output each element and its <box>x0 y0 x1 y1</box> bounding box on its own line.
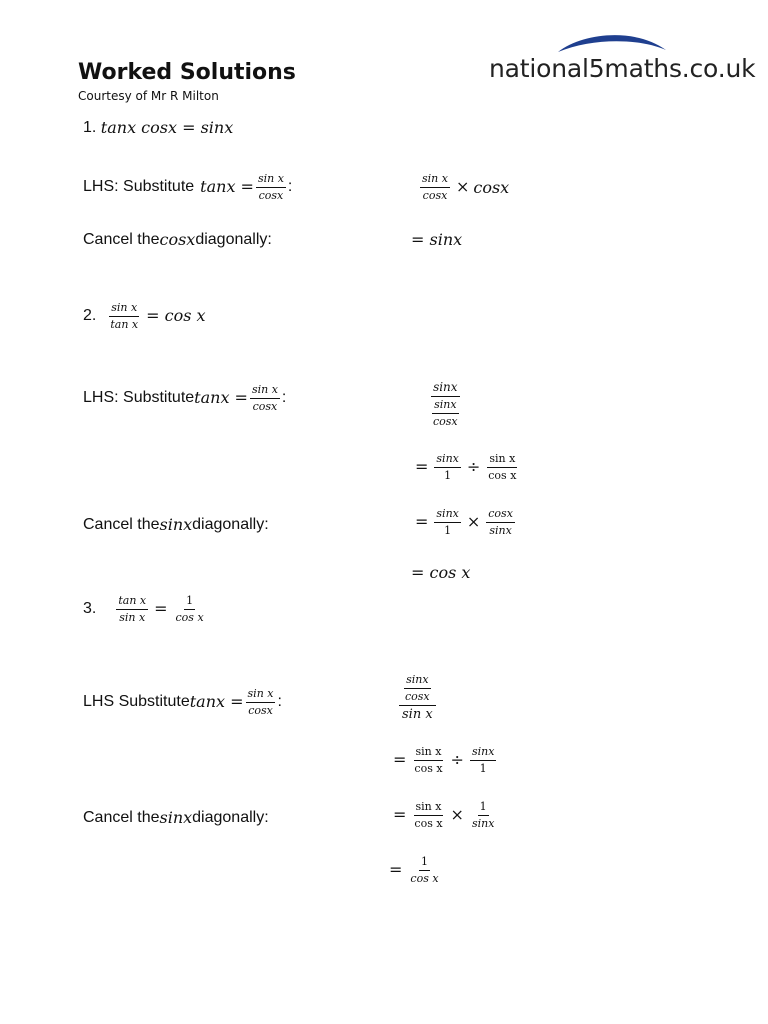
q2-compound-top: sinx <box>431 380 460 397</box>
q1-step2-label <box>83 230 272 250</box>
q3-line3-b-den: sinx <box>471 816 495 830</box>
q1-work-fraction <box>420 172 450 203</box>
q2-line3-a-num: sinx <box>434 507 460 523</box>
q2-rhs: = cos x <box>146 306 206 326</box>
q3-line2-frac-a <box>412 745 444 776</box>
q3-line3-b-num: 1 <box>478 800 489 816</box>
q3-compound-outer <box>399 673 436 723</box>
q1-step2-text-b: diagonally: <box>195 231 272 248</box>
q2-line3-equals: = <box>415 512 429 532</box>
q3-step2-var: sinx <box>159 808 193 827</box>
q3-step2-text-a: Cancel the <box>83 809 160 826</box>
q2-lhs-fraction <box>108 301 140 332</box>
q2-line3-frac-b <box>486 507 515 538</box>
q3-sub-num: sin x <box>246 687 276 703</box>
q3-lhs-fraction <box>116 594 148 625</box>
q3-compound-bottom: sin x <box>401 706 433 722</box>
q1-step2-var: cosx <box>159 230 196 249</box>
q1-colon: : <box>287 178 293 196</box>
q3-line3-a-den: cos x <box>414 816 443 830</box>
q2-lhs-num: sin x <box>109 301 139 317</box>
q3-result-fraction <box>408 855 440 886</box>
q2-colon: : <box>281 389 287 407</box>
q2-line2-frac-b <box>486 452 518 483</box>
q2-line2-a-den: 1 <box>444 468 452 482</box>
q3-compound-top <box>399 673 436 706</box>
q3-sub-den: cosx <box>248 703 273 717</box>
q2-compound-inner <box>431 398 460 429</box>
q3-compound-fraction <box>397 673 438 723</box>
q3-step1-text: LHS Substitute <box>83 693 190 711</box>
q3-lhs-den: sin x <box>119 610 146 624</box>
brand-swoosh-icon <box>556 30 668 54</box>
q2-compound-fraction <box>425 380 466 429</box>
q1-times-sign: × <box>455 177 470 197</box>
q2-line3-frac-a <box>434 507 460 538</box>
q1-work-den: cosx <box>422 188 448 202</box>
q3-result <box>385 855 443 886</box>
q3-step2-label <box>83 808 269 828</box>
q1-sub-num: sin x <box>256 172 286 188</box>
q3-rhs-den: cos x <box>175 610 204 624</box>
q2-line3-b-den: sinx <box>489 523 512 537</box>
q2-sub-num: sin x <box>250 383 280 399</box>
q2-line2-b-num: sin x <box>487 452 517 468</box>
q2-line2-frac-a <box>434 452 460 483</box>
q2-step2-label <box>83 515 269 535</box>
q3-result-num: 1 <box>419 855 430 871</box>
q3-equals: = <box>154 599 168 619</box>
page-title: Worked Solutions <box>78 60 296 85</box>
q1-number: 1. <box>83 119 97 136</box>
q1-result-value: = sinx <box>411 230 463 249</box>
q3-line2 <box>389 745 498 776</box>
q2-sub-den: cosx <box>252 399 278 413</box>
q3-result-equals: = <box>389 860 403 880</box>
q1-step1-text: LHS: Substitute <box>83 178 195 196</box>
q3-line2-a-num: sin x <box>414 745 444 761</box>
q2-step1-text: LHS: Substitute <box>83 389 195 407</box>
q2-line3 <box>411 507 517 538</box>
q3-compound-inner-den: cosx <box>405 689 430 703</box>
q2-line2 <box>411 452 520 483</box>
q1-work-cos: cosx <box>473 177 510 197</box>
q2-step1-label <box>83 383 286 414</box>
q2-sub-fraction <box>250 383 280 414</box>
brand-logo-text: national5maths.co.uk <box>489 54 756 83</box>
q1-sub-den: cosx <box>258 188 284 202</box>
q3-statement <box>83 594 208 625</box>
q1-step1-work <box>418 172 509 203</box>
q3-line3 <box>389 800 498 831</box>
q1-tan-substitution: tanx = <box>200 177 254 197</box>
q2-divide-sign: ÷ <box>466 457 481 477</box>
courtesy-line: Courtesy of Mr R Milton <box>78 89 219 103</box>
q2-compound-outer <box>427 380 464 429</box>
q3-number: 3. <box>83 600 97 618</box>
q2-compound-inner-den: cosx <box>433 414 458 428</box>
q3-step2-text-b: diagonally: <box>192 809 269 826</box>
q2-step2-text-a: Cancel the <box>83 516 160 533</box>
q2-step2-text-b: diagonally: <box>192 516 269 533</box>
q3-compound-inner <box>403 673 432 704</box>
q3-line2-frac-b <box>470 745 496 776</box>
q3-sub-fraction <box>246 687 276 718</box>
q1-statement <box>83 118 233 138</box>
q3-step1-label <box>83 687 282 718</box>
q2-tan-substitution: tanx = <box>194 388 248 408</box>
q3-rhs-fraction <box>174 594 206 625</box>
q3-result-den: cos x <box>410 871 439 885</box>
q1-step2-text-a: Cancel the <box>83 231 160 248</box>
q3-tan-substitution: tanx = <box>189 692 244 712</box>
q1-sub-fraction <box>256 172 286 203</box>
q2-times-sign: × <box>466 512 481 532</box>
q2-statement <box>83 301 206 332</box>
q1-equation: tanx cosx = sinx <box>100 118 234 137</box>
q3-line3-frac-b <box>470 800 496 831</box>
q1-step1-label <box>83 172 292 203</box>
q1-result <box>411 230 462 250</box>
q3-line3-frac-a <box>412 800 444 831</box>
q3-line2-a-den: cos x <box>414 761 443 775</box>
q2-compound-bottom <box>427 397 464 429</box>
q2-result-value: = cos x <box>411 563 471 582</box>
q2-line2-equals: = <box>415 457 429 477</box>
q3-line2-b-num: sinx <box>470 745 496 761</box>
q3-lhs-num: tan x <box>116 594 148 610</box>
q2-line2-a-num: sinx <box>434 452 460 468</box>
q2-line3-b-num: cosx <box>486 507 515 523</box>
q3-colon: : <box>277 693 282 711</box>
q3-times-sign: × <box>450 805 464 825</box>
q2-compound-inner-num: sinx <box>432 398 458 414</box>
q3-rhs-num: 1 <box>184 594 195 610</box>
q2-result <box>411 563 470 583</box>
q2-number: 2. <box>83 307 97 325</box>
q2-step2-var: sinx <box>159 515 193 534</box>
q3-line2-equals: = <box>393 750 407 770</box>
q1-work-num: sin x <box>420 172 450 188</box>
q3-line3-equals: = <box>393 805 407 825</box>
q3-divide-sign: ÷ <box>450 750 464 770</box>
q3-compound-inner-num: sinx <box>404 673 430 689</box>
q3-line2-b-den: 1 <box>479 761 487 775</box>
q2-line3-a-den: 1 <box>444 523 452 537</box>
q2-lhs-den: tan x <box>110 317 139 331</box>
q3-line3-a-num: sin x <box>414 800 444 816</box>
q2-line2-b-den: cos x <box>488 468 517 482</box>
